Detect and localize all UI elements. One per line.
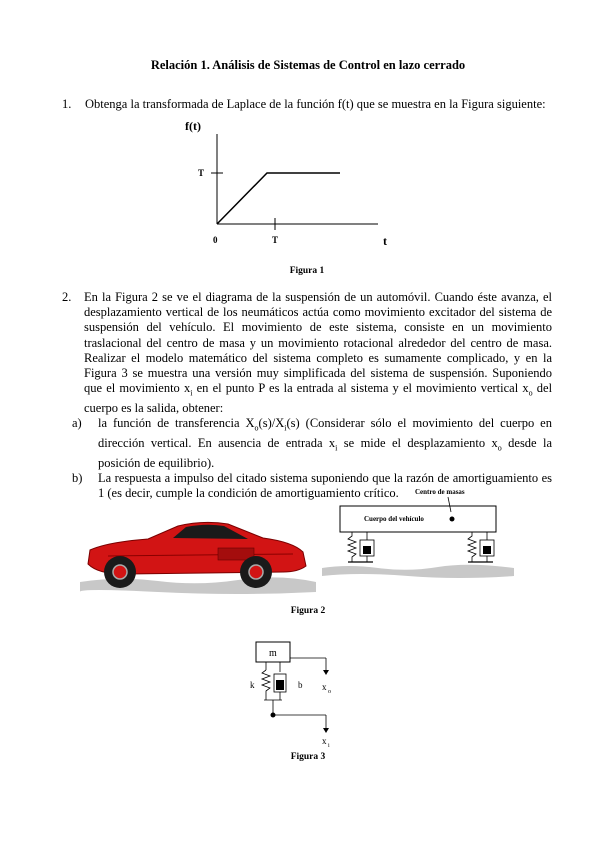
page-title: Relación 1. Análisis de Sistemas de Control en lazo cerrado <box>150 58 466 72</box>
suspension-diagram <box>318 482 518 592</box>
var-xi: x <box>183 381 191 396</box>
fig1-tick-y-label: T <box>198 168 205 178</box>
figure-3-caption: Figura 3 <box>290 752 326 762</box>
xi-arrowhead <box>323 728 329 733</box>
question-2-number: 2. <box>62 290 72 304</box>
subquestion-a-sub-i2: i <box>335 443 338 453</box>
subquestion-a-text-2: (s)/X <box>258 416 285 431</box>
k-label: k <box>250 680 255 690</box>
damper-piston <box>276 680 284 690</box>
var-xo-sub: o <box>528 388 533 398</box>
subquestion-b-text: La respuesta a impulso del citado sistema suponiendo que la razón de amortiguamiento es 1 (es decir, cumple la condición de amortiguamiento crítico. <box>98 470 552 500</box>
subquestion-a-text-1: la función de transferencia X <box>98 416 255 431</box>
question-2-text: En la Figura 2 se ve el diagrama de la suspensión de un automóvil. Cuando éste avanza, el desplazamiento vertical de los neumáticos actúa como movimiento excitador del sistema de suspensión del vehículo. El movimiento de este sistema, consiste en un movimiento traslacional del centro de masa y un movimiento rotacional alrededor del centro de masa. Realizar el modelo matemático del sistema completo es sumamente complicado, y en la Figura 3 se muestra una versión muy simplificada del sistema de suspensión. Suponiendo que el movimiento <box>84 290 552 396</box>
center-of-mass-dot <box>450 517 455 522</box>
question-2 <box>62 290 552 501</box>
xi-sub-label: i <box>328 743 330 749</box>
figure-1 <box>180 112 410 280</box>
car-front-hub <box>113 565 127 579</box>
xo-sub-label: o <box>328 689 331 695</box>
subquestion-a-label: a) <box>72 416 82 431</box>
question-2-text-3: del cuerpo es la salida, obtener: <box>84 381 553 415</box>
car-rear-hub <box>249 565 263 579</box>
centro-arrow <box>448 497 451 512</box>
var-xo: x <box>522 381 529 396</box>
xo-label: x <box>322 682 327 692</box>
figure-3 <box>236 638 346 750</box>
fig1-x-label: t <box>383 234 387 248</box>
cuerpo-label: Cuerpo del vehículo <box>364 515 424 523</box>
figure-2-caption: Figura 2 <box>290 606 326 616</box>
question-1-number: 1. <box>62 97 72 111</box>
fig1-caption: Figura 1 <box>289 266 325 276</box>
subquestion-a-sub-o: o <box>254 423 259 433</box>
subquestion-a-text-4: se mide el desplazamiento x <box>343 435 498 450</box>
subquestion-a <box>72 416 553 471</box>
xi-label: x <box>322 736 327 746</box>
fig1-tick-xt-label: T <box>272 235 279 245</box>
centro-de-masas-label: Centro de masas <box>415 488 465 496</box>
subquestion-a-sub-i: i <box>284 423 287 433</box>
subquestion-a-sub-o2: o <box>497 443 502 453</box>
car-illustration <box>78 512 318 596</box>
mass-label: m <box>269 648 277 659</box>
right-suspension <box>468 532 494 562</box>
fig1-tick-x0-label: 0 <box>213 235 218 245</box>
fig1-curve <box>217 173 340 224</box>
subquestion-b-label: b) <box>72 470 83 485</box>
subquestion-a-text-5: desde la posición de equilibrio). <box>98 435 553 470</box>
subquestion-a-text-3: (s) (Considerar sólo el movimiento del cuerpo en dirección vertical. En ausencia de entrada x <box>98 416 552 450</box>
question-1-text: Obtenga la transformada de Laplace de la función f(t) que se muestra en la Figura siguiente: <box>85 97 546 111</box>
spring-k <box>262 670 270 696</box>
xo-arrowhead <box>323 670 329 675</box>
fig1-y-label: f(t) <box>185 119 201 133</box>
left-suspension <box>348 532 374 562</box>
road-surface <box>322 565 514 578</box>
question-2-text-2: en el punto P es la entrada al sistema y el movimiento vertical <box>196 381 519 396</box>
var-xi-sub: i <box>190 388 193 398</box>
b-label: b <box>298 680 303 690</box>
